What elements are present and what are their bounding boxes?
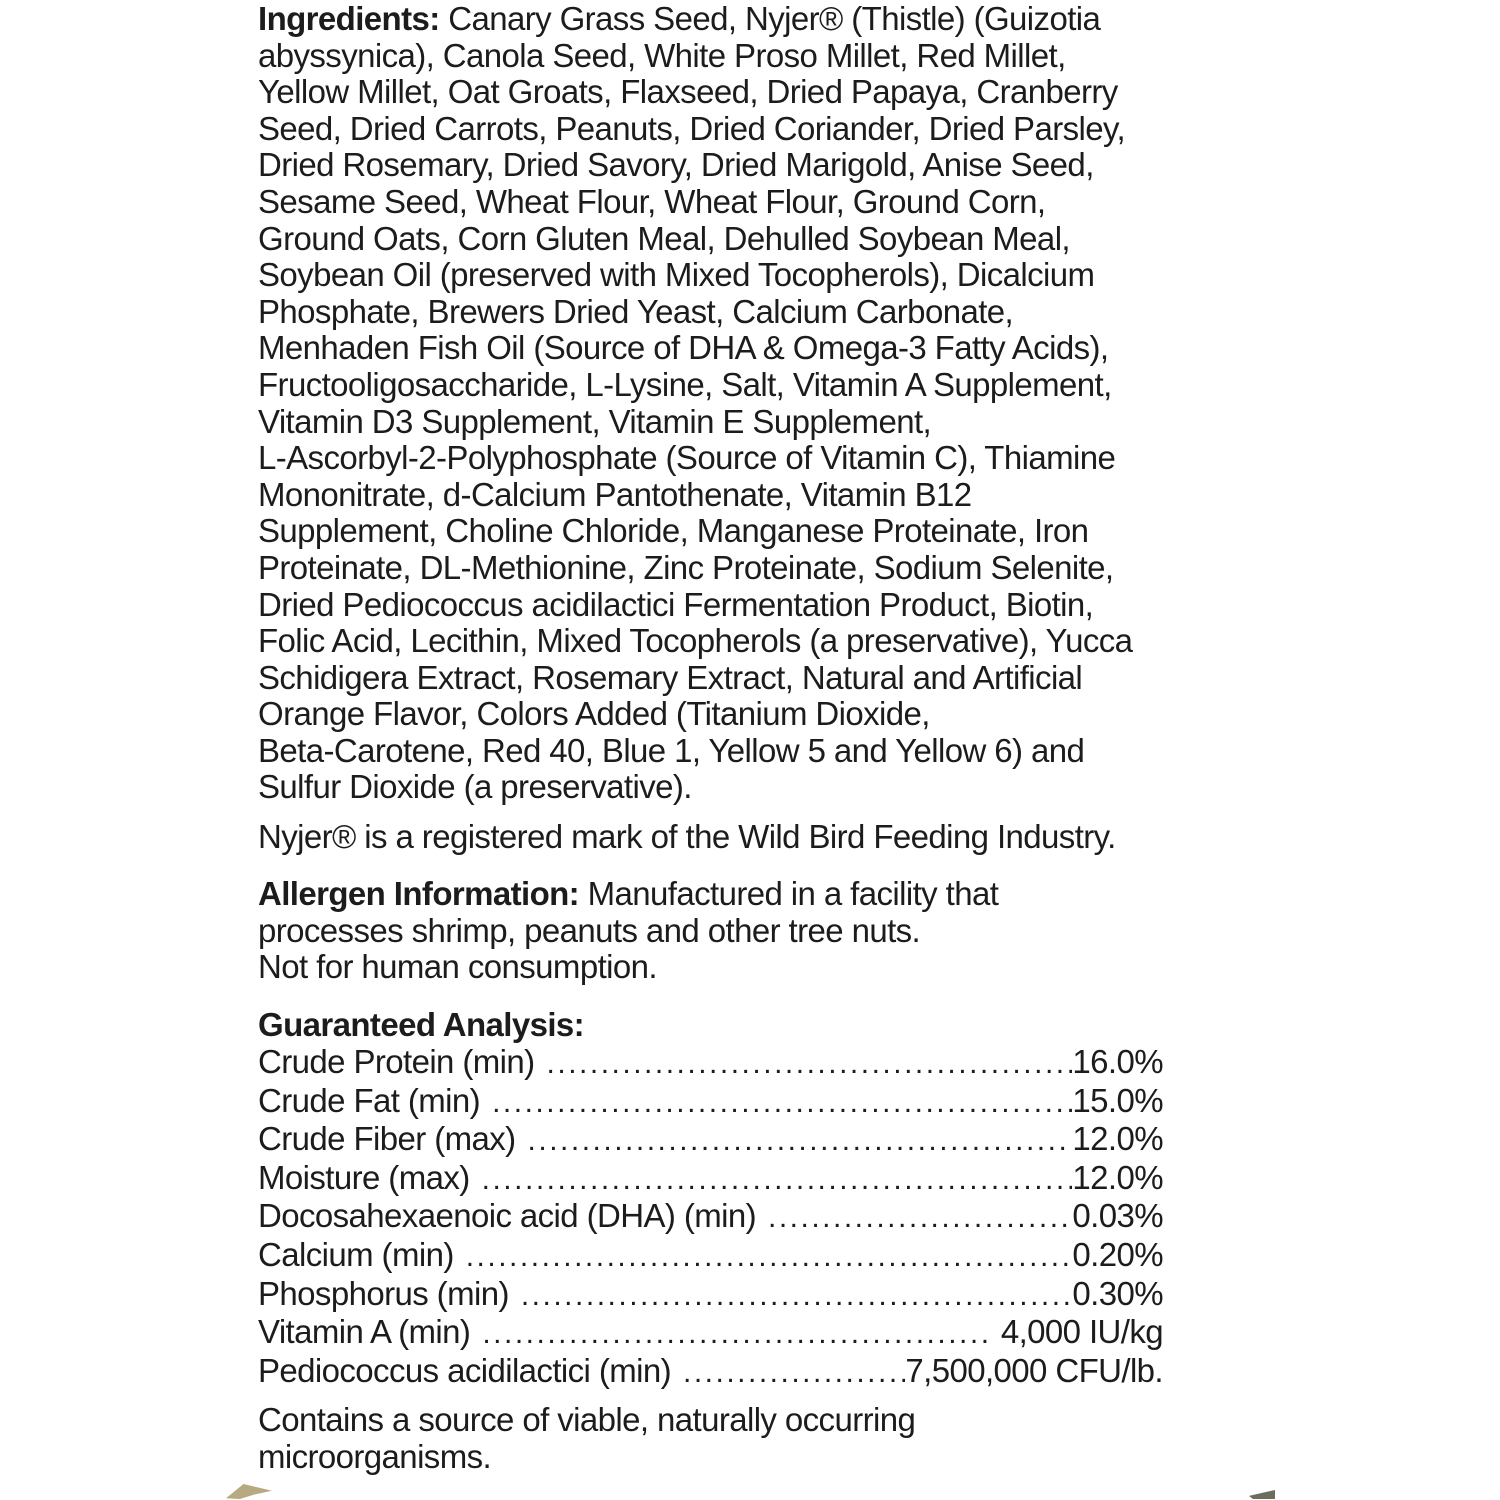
- analysis-label: Moisture (max): [258, 1158, 470, 1196]
- ingredients-section: [258, 1, 1132, 806]
- ingredients-line: Dried Pediococcus acidilactici Fermentation Product, Biotin,: [258, 585, 1094, 623]
- ingredients-line: Beta-Carotene, Red 40, Blue 1, Yellow 5 and Yellow 6) and: [258, 731, 1085, 769]
- analysis-value: 16.0%: [1072, 1043, 1163, 1080]
- analysis-row-moisture: [258, 1160, 1163, 1199]
- dot-leader: [466, 1239, 1073, 1276]
- analysis-label: Crude Fiber (max): [258, 1120, 516, 1158]
- guaranteed-analysis-heading: Guaranteed Analysis:: [258, 1006, 585, 1043]
- ingredients-line: Phosphate, Brewers Dried Yeast, Calcium Carbonate,: [258, 292, 1014, 330]
- analysis-row-phosphorus: [258, 1276, 1163, 1315]
- analysis-value: 0.20%: [1072, 1235, 1163, 1273]
- analysis-row-dha: [258, 1198, 1163, 1237]
- analysis-row-vitamin-a: [258, 1314, 1163, 1353]
- ingredients-line: Fructooligosaccharide, L-Lysine, Salt, Vitamin A Supplement,: [258, 365, 1112, 403]
- dot-leader: [492, 1085, 1072, 1122]
- analysis-label: Crude Protein (min): [258, 1043, 535, 1080]
- dot-leader: [482, 1316, 992, 1353]
- ingredients-line: Vitamin D3 Supplement, Vitamin E Supplement,: [258, 402, 932, 440]
- ingredients-line: Ground Oats, Corn Gluten Meal, Dehulled Soybean Meal,: [258, 219, 1070, 257]
- ingredients-line: Dried Rosemary, Dried Savory, Dried Marigold, Anise Seed,: [258, 146, 1094, 184]
- ingredients-line: Schidigera Extract, Rosemary Extract, Natural and Artificial: [258, 658, 1083, 696]
- analysis-label: Calcium (min): [258, 1235, 454, 1273]
- ingredients-first-line: [258, 1, 1132, 38]
- ingredients-line: Supplement, Choline Chloride, Manganese Proteinate, Iron: [258, 512, 1089, 550]
- analysis-label: Phosphorus (min): [258, 1274, 509, 1312]
- trademark-note: Nyjer® is a registered mark of the Wild Bird Feeding Industry.: [258, 818, 1116, 855]
- ingredients-heading: Ingredients:: [258, 0, 440, 37]
- ingredients-line: Seed, Dried Carrots, Peanuts, Dried Coriander, Dried Parsley,: [258, 109, 1126, 147]
- analysis-value: 12.0%: [1072, 1158, 1163, 1196]
- microorganisms-note: [258, 1402, 915, 1475]
- analysis-label: Docosahexaenoic acid (DHA) (min): [258, 1197, 756, 1235]
- analysis-value: 0.30%: [1072, 1274, 1163, 1312]
- ingredients-line: Menhaden Fish Oil (Source of DHA & Omega-3 Fatty Acids),: [258, 329, 1109, 367]
- analysis-label: Vitamin A (min): [258, 1313, 471, 1351]
- gold-ribbon-fragment-left: [226, 1484, 272, 1499]
- guaranteed-analysis-table: [258, 1044, 1163, 1391]
- analysis-value: 12.0%: [1072, 1120, 1163, 1158]
- analysis-row-pediococcus: [258, 1353, 1163, 1392]
- analysis-value: 7,500,000 CFU/lb.: [905, 1351, 1163, 1389]
- ingredients-line: Soybean Oil (preserved with Mixed Tocopherols), Dicalcium: [258, 256, 1095, 294]
- ingredients-line: Sesame Seed, Wheat Flour, Wheat Flour, Ground Corn,: [258, 182, 1046, 220]
- allergen-line: Not for human consumption.: [258, 948, 657, 986]
- dot-leader: [768, 1200, 1072, 1237]
- allergen-heading: Allergen Information:: [258, 875, 580, 912]
- allergen-first-line: [258, 876, 998, 913]
- analysis-value: 15.0%: [1072, 1081, 1163, 1119]
- dot-leader: [521, 1278, 1073, 1315]
- ingredients-line: abyssynica), Canola Seed, White Proso Millet, Red Millet,: [258, 36, 1066, 74]
- microorganisms-line: microorganisms.: [258, 1437, 492, 1475]
- ingredients-line: Yellow Millet, Oat Groats, Flaxseed, Dried Papaya, Cranberry: [258, 73, 1118, 111]
- allergen-line: processes shrimp, peanuts and other tree nuts.: [258, 911, 921, 949]
- analysis-row-calcium: [258, 1237, 1163, 1276]
- ingredients-line: Proteinate, DL-Methionine, Zinc Proteinate, Sodium Selenite,: [258, 548, 1114, 586]
- microorganisms-line: Contains a source of viable, naturally occurring: [258, 1401, 916, 1438]
- analysis-label: Pediococcus acidilactici (min): [258, 1351, 671, 1389]
- ingredients-line: Orange Flavor, Colors Added (Titanium Dioxide,: [258, 695, 930, 733]
- dot-leader: [482, 1162, 1073, 1199]
- dot-leader: [683, 1355, 905, 1392]
- allergen-section: [258, 876, 998, 986]
- ingredients-line: Canary Grass Seed, Nyjer® (Thistle) (Guizotia: [448, 0, 1101, 37]
- gold-ribbon-fragment-right: [1249, 1490, 1275, 1499]
- ingredients-line: L-Ascorbyl-2-Polyphosphate (Source of Vitamin C), Thiamine: [258, 439, 1116, 477]
- dot-leader: [528, 1123, 1073, 1160]
- ingredients-line: Sulfur Dioxide (a preservative).: [258, 768, 692, 806]
- analysis-value: 0.03%: [1072, 1197, 1163, 1235]
- dot-leader: [547, 1046, 1073, 1083]
- ingredients-line: Mononitrate, d-Calcium Pantothenate, Vitamin B12: [258, 475, 972, 513]
- analysis-label: Crude Fat (min): [258, 1081, 481, 1119]
- analysis-value: 4,000 IU/kg: [1000, 1313, 1163, 1351]
- analysis-row-crude-fat: [258, 1083, 1163, 1122]
- analysis-row-crude-protein: [258, 1044, 1163, 1083]
- analysis-row-crude-fiber: [258, 1121, 1163, 1160]
- ingredients-line: Folic Acid, Lecithin, Mixed Tocopherols (a preservative), Yucca: [258, 622, 1133, 660]
- allergen-line: Manufactured in a facility that: [587, 875, 999, 912]
